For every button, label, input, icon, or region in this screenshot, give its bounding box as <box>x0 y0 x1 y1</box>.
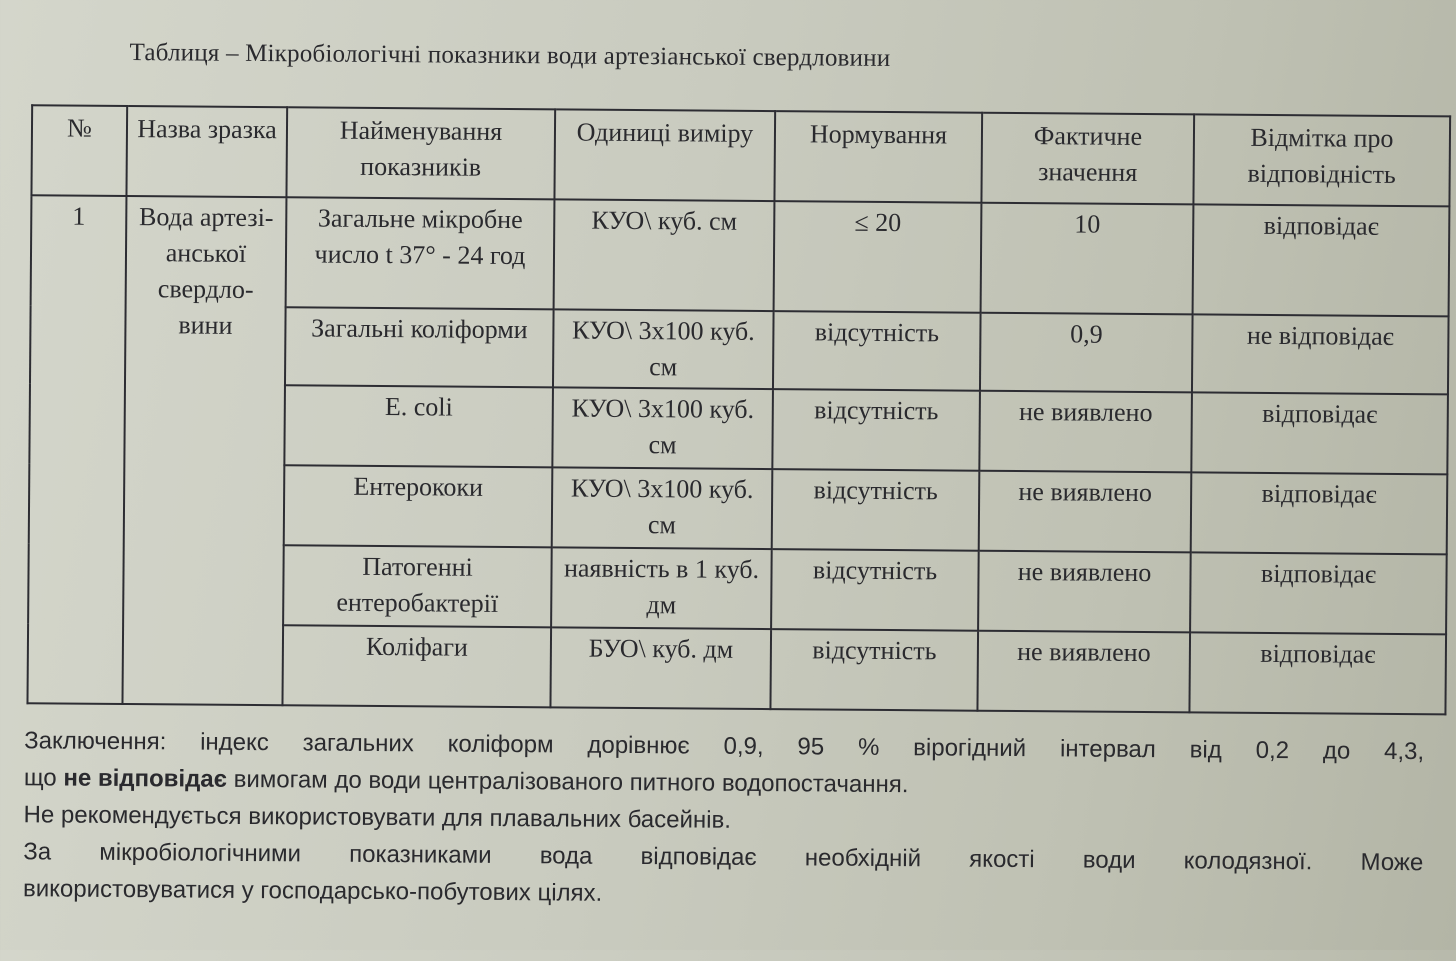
compliance-mark-cell: відповідає <box>1191 472 1448 554</box>
conclusion-text <box>23 722 1424 918</box>
header-compliance-mark: Відмітка про відповідність <box>1193 114 1450 206</box>
indicator-cell: E. coli <box>284 385 553 467</box>
conclusion-line-prefix: що <box>23 764 57 792</box>
actual-value-cell: 0,9 <box>980 313 1193 393</box>
sample-number-cell: 1 <box>27 195 126 704</box>
header-actual-value: Фактичне значення <box>981 113 1194 205</box>
norm-cell: відсутність <box>772 389 980 471</box>
microbiology-table <box>26 104 1451 715</box>
header-norm: Нормування <box>774 111 982 203</box>
indicator-cell: Коліфаги <box>282 625 551 707</box>
header-sample-name: Назва зразка <box>126 106 287 197</box>
indicator-cell: Патогенні ентеробактерії <box>283 545 552 627</box>
compliance-mark-cell: не відповідає <box>1192 314 1449 394</box>
compliance-mark-cell: відповідає <box>1191 392 1448 474</box>
norm-cell: відсутність <box>770 629 978 711</box>
conclusion-line: За мікробіологічними показниками вода відповідає необхідній якості води колодязної. Може <box>23 838 1424 877</box>
actual-value-cell: не виявлено <box>978 551 1191 633</box>
norm-cell: ≤ 20 <box>774 201 982 313</box>
header-number: № <box>31 105 127 196</box>
norm-cell: відсутність <box>772 469 980 551</box>
conclusion-line: Заключення: індекс загальних коліформ дорівнює 0,9, 95 % вірогідний інтервал від 0,2 до 4,3, <box>24 727 1425 766</box>
sample-name-cell: Вода артезі-анської свердло-вини <box>122 196 286 705</box>
norm-cell: відсутність <box>771 549 979 631</box>
indicator-cell: Ентерококи <box>284 465 553 547</box>
units-cell: КУО\ 3x100 куб. см <box>552 467 773 549</box>
units-cell: КУО\ 3x100 куб. см <box>552 387 773 469</box>
compliance-mark-cell: відповідає <box>1190 552 1447 634</box>
actual-value-cell: не виявлено <box>979 471 1192 553</box>
units-cell: наявність в 1 куб. дм <box>551 547 772 629</box>
conclusion-line: Не рекомендується використовувати для плавальних басейнів. <box>23 801 732 834</box>
non-compliance-emphasis: не відповідає <box>63 764 228 793</box>
units-cell: КУО\ куб. см <box>554 199 775 311</box>
indicator-cell: Загальне мікробне число t 37° - 24 год <box>286 197 555 309</box>
table-caption: Таблиця – Мікробіологічні показники води артезіанської свердловини <box>129 39 891 72</box>
conclusion-line-suffix: вимогам до води централізованого питного водопостачання. <box>233 765 909 799</box>
actual-value-cell: не виявлено <box>977 631 1190 713</box>
units-cell: БУО\ куб. дм <box>550 627 771 709</box>
table-header-row <box>31 105 1450 206</box>
norm-cell: відсутність <box>773 311 981 391</box>
compliance-mark-cell: відповідає <box>1189 632 1446 714</box>
actual-value-cell: 10 <box>981 203 1194 315</box>
conclusion-line: використовуватися у господарсько-побутових цілях. <box>22 875 603 907</box>
indicator-cell: Загальні коліформи <box>285 307 554 387</box>
actual-value-cell: не виявлено <box>979 391 1192 473</box>
compliance-mark-cell: відповідає <box>1193 204 1450 316</box>
header-units: Одиниці виміру <box>554 109 775 201</box>
header-indicator: Найменування показників <box>286 107 555 199</box>
table-row <box>31 195 1450 316</box>
units-cell: КУО\ 3x100 куб. см <box>553 309 774 389</box>
